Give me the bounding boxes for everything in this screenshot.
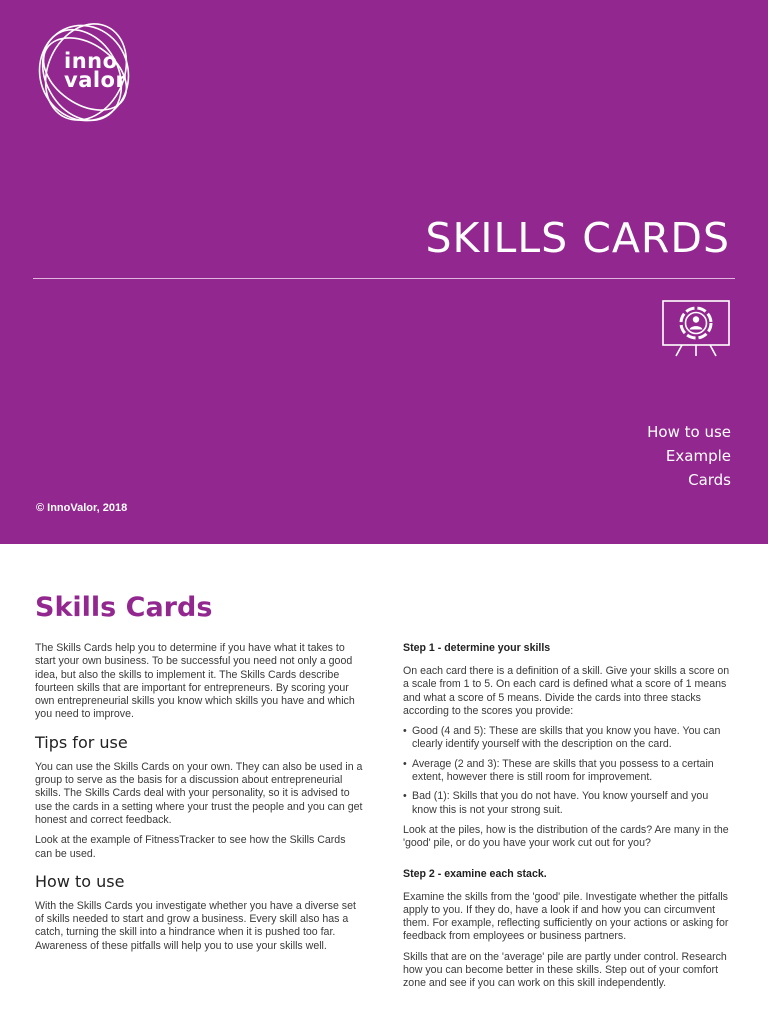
left-column [35, 642, 365, 960]
step-1-paragraph: On each card there is a definition of a skill. Give your skills a score on a scale from 1 to 5. On each card is defined what a score of 1 means and what a score of 5 means. Divide the cards into three stacks according to the scores you provide: [403, 665, 730, 717]
easel-user-icon [662, 300, 730, 358]
tips-heading: Tips for use [35, 732, 128, 752]
list-item-good: • Good (4 and 5): These are skills that you know you have. You can clearly identify yourself with the description on the card. [403, 725, 733, 752]
cover-title: SKILLS CARDS [425, 214, 730, 262]
step-1-paragraph-2: Look at the piles, how is the distribution of the cards? Are many in the 'good' pile, or do you have your work cut out for you? [403, 823, 729, 850]
score-list [403, 725, 733, 817]
logo-wordmark [64, 49, 127, 92]
logo-line-2: valor [64, 68, 127, 92]
page-title: Skills Cards [35, 592, 213, 623]
tips-paragraph-2: Look at the example of FitnessTracker to see how the Skills Cards can be used. [35, 834, 346, 860]
how-to-use-heading: How to use [35, 871, 125, 891]
logo-line-1: inno [64, 49, 118, 73]
tips-paragraph-1: You can use the Skills Cards on your own. They can also be used in a group to serve as the basis for a discussion about entrepreneurial skills. The Skills Cards deal with your personality, so it is advised to use the cards in a setting where your trust the people and you can get honest and correct feedback. [35, 760, 363, 826]
cover-divider [33, 278, 735, 279]
step-2-heading: Step 2 - examine each stack. [403, 867, 547, 880]
copyright: © InnoValor, 2018 [36, 502, 128, 514]
how-to-use-paragraph: With the Skills Cards you investigate whether you have a diverse set of skills needed to start and grow a business. Every skill also has a catch, turning the skill into a hindrance when it is pushed too far. Awareness of these pitfalls will help you to use your skills well. [35, 899, 356, 952]
link-cards[interactable]: Cards [688, 471, 731, 489]
link-how-to-use[interactable]: How to use [647, 423, 731, 441]
step-2-paragraph-1: Examine the skills from the 'good' pile. Investigate whether the pitfalls apply to you. If they do, have a look if and how you can circumvent them. For example, reflecting sufficiently on your actions or asking for feedback from employees or business partners. [403, 890, 729, 943]
right-column [403, 642, 733, 998]
step-1-heading: Step 1 - determine your skills [403, 642, 551, 654]
content-section [0, 544, 768, 1024]
link-example[interactable]: Example [665, 447, 731, 465]
step-2-paragraph-2: Skills that are on the 'average' pile are partly under control. Research how you can become better in these skills. Step out of your comfort zone and see if you can work on this skill independently. [403, 950, 727, 990]
list-item-bad: • Bad (1): Skills that you do not have. You know yourself and you know this is not your strong suit. [403, 790, 733, 817]
list-item-average: • Average (2 and 3): These are skills that you possess to a certain extent, however there is still room for improvement. [403, 758, 733, 785]
cover-links [647, 420, 731, 492]
intro-paragraph: The Skills Cards help you to determine if you have what it takes to start your own business. To be successful you need not only a good idea, but also the skills to implement it. The Skills Cards describe fourteen skills that are important for entrepreneurs. By scoring your own entrepreneurial skills you know which skills you have and which you need to improve. [35, 642, 355, 721]
